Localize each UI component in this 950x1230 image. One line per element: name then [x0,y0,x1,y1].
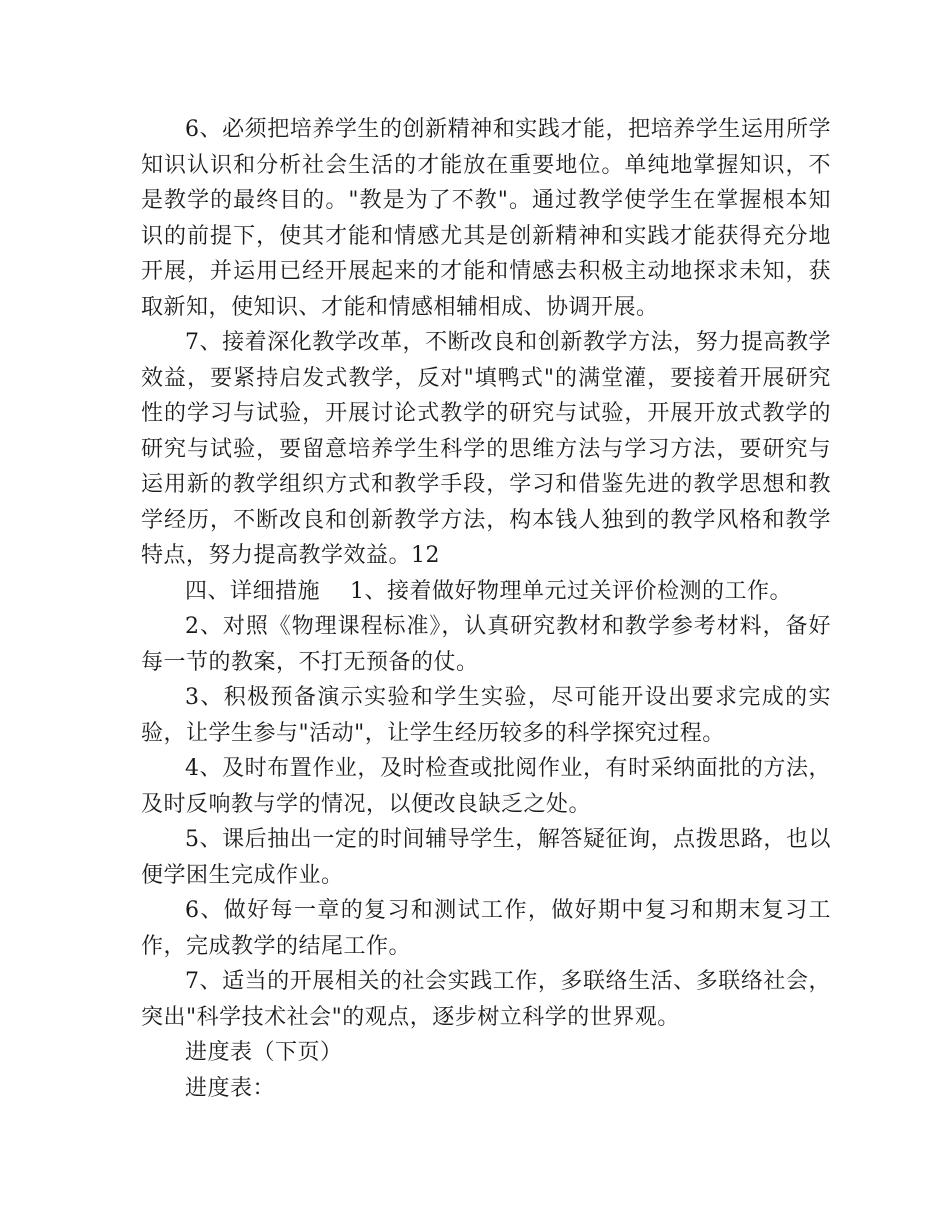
section-heading: 四、详细措施 [185,578,321,604]
measure-item-4: 4、及时布置作业，及时检查或批阅作业，有时采纳面批的方法，及时反响教与学的情况，以便改良缺乏之处。 [141,756,831,817]
measure-item-5: 5、课后抽出一定的时间辅导学生，解答疑征询，点拨思路，也以便学困生完成作业。 [141,827,831,888]
document-body [141,112,831,1106]
measure-item-1: 1、接着做好物理单元过关评价检测的工作。 [350,578,793,604]
paragraph-innovation: 6、必须把培养学生的创新精神和实践才能，把培养学生运用所学知识认识和分析社会生活的才能放在重要地位。单纯地掌握知识，不是教学的最终目的。"教是为了不教"。通过教学使学生在掌握根本知识的前提下，使其才能和情感尤其是创新精神和实践才能获得充分地开展，并运用已经开展起来的才能和情感去积极主动地探求未知，获取新知，使知识、才能和情感相辅相成、协调开展。 [141,117,831,320]
measure-item-3: 3、积极预备演示实验和学生实验，尽可能开设出要求完成的实验，让学生参与"活动"，让学生经历较多的科学探究过程。 [141,685,831,746]
section-measures [141,574,831,610]
measure-item-7: 7、适当的开展相关的社会实践工作，多联络生活、多联络社会，突出"科学技术社会"的观点，逐步树立科学的世界观。 [141,969,831,1030]
schedule-label: 进度表： [185,1075,276,1101]
measure-item-6: 6、做好每一章的复习和测试工作，做好期中复习和期末复习工作，完成教学的结尾工作。 [141,898,831,959]
measure-item-2: 2、对照《物理课程标准》，认真研究教材和教学参考材料，备好每一节的教案，不打无预备的仗。 [141,614,831,675]
paragraph-teaching-reform: 7、接着深化教学改革，不断改良和创新教学方法，努力提高教学效益，要紧持启发式教学，反对"填鸭式"的满堂灌，要接着开展研究性的学习与试验，开展讨论式教学的研究与试验，开展开放式教学的研究与试验，要留意培养学生科学的思维方法与学习方法，要研究与运用新的教学组织方式和教学手段，学习和借鉴先进的教学思想和教学经历，不断改良和创新教学方法，构本钱人独到的教学风格和教学特点，努力提高教学效益。12 [141,330,831,568]
schedule-next-page: 进度表（下页） [185,1040,343,1065]
